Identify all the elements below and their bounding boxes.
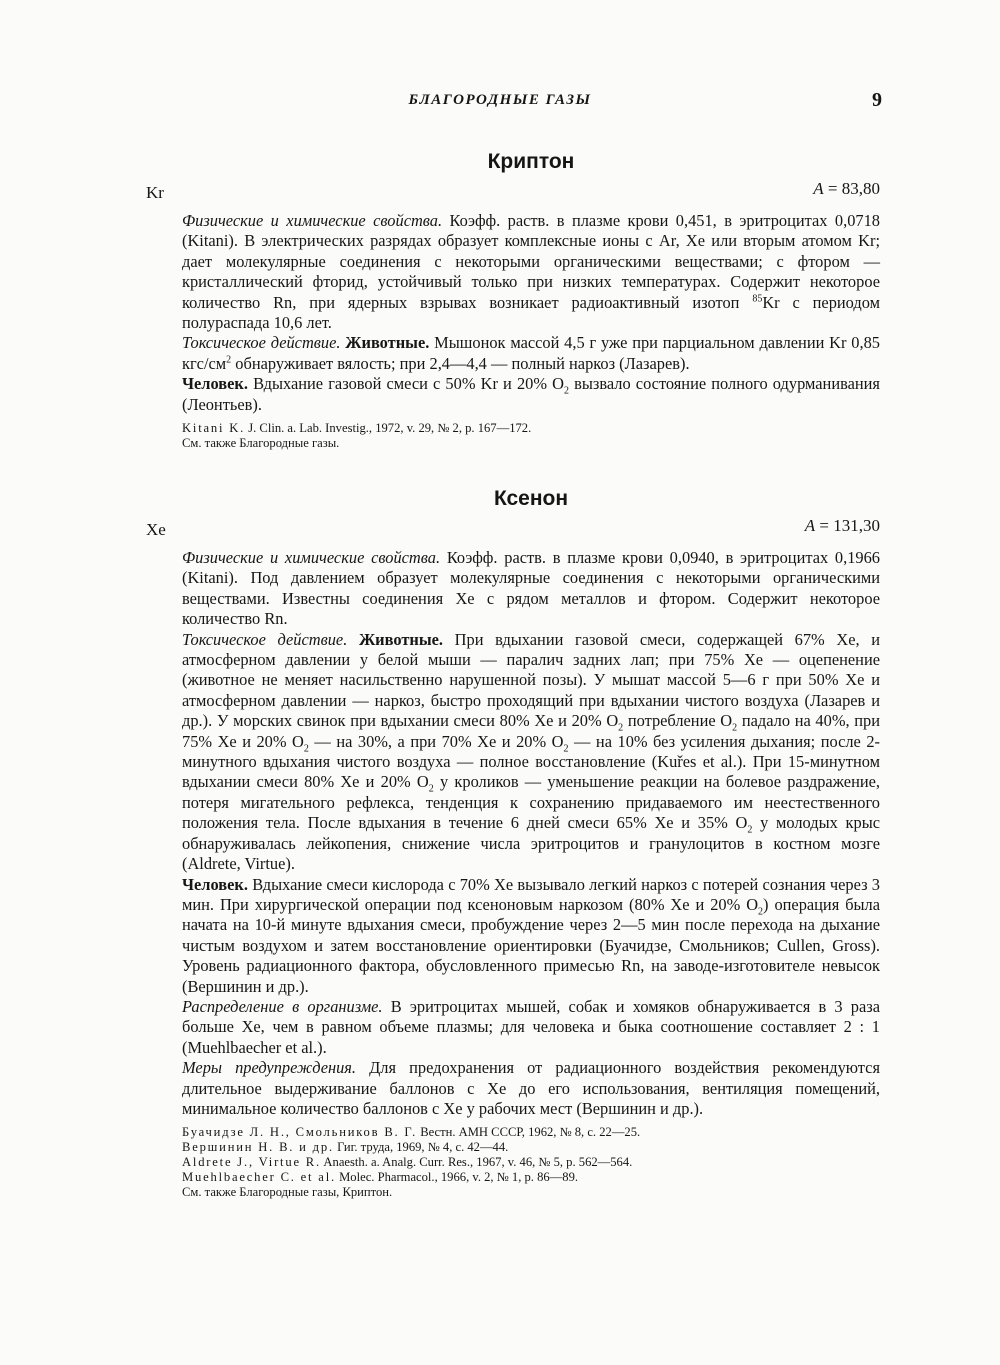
subject-label: Человек.	[182, 374, 248, 394]
reference-item: Aldrete J., Virtue R. Anaesth. a. Analg. Curr. Res., 1967, v. 46, № 5, p. 562—564.	[182, 1155, 633, 1170]
subject-label: Животные.	[358, 629, 444, 649]
paragraph-distribution: Распределение в организме. В эритроцитах мышей, собак и хомяков обнаруживается в 3 раза больше Xe, чем в равном объеме плазмы; для человека и быка соотношение составляет 2 : 1 (Muehlbaecher et al.).	[182, 996, 880, 1057]
paragraph-toxic: Токсическое действие. Животные. Мышонок массой 4,5 г уже при парциальном давлении Kr 0,85 кгс/$см^2$ обнаруживает вялость; при 2,4—4,4 — полный наркоз (Лазарев).	[182, 333, 880, 373]
element-symbol: Xe	[146, 520, 166, 539]
section-title-krypton: Криптон	[487, 150, 575, 173]
see-also: См. также Благородные газы, Криптон.	[182, 1185, 393, 1200]
references	[182, 1125, 880, 1200]
atomic-mass-label: A	[813, 179, 824, 198]
section-title-xenon: Ксенон	[493, 487, 569, 510]
reference-item: Вершинин Н. В. и др. Гиг. труда, 1969, № 4, с. 42—44.	[182, 1140, 509, 1155]
subject-label: Человек.	[182, 874, 248, 894]
paragraph-human: Человек. Вдыхание газовой смеси с 50% Kr и 20% $O_2$ вызвало состояние полного одурманивания (Леонтьев).	[182, 374, 880, 414]
subject-label: Животные.	[345, 333, 430, 353]
atomic-mass	[805, 516, 880, 536]
see-also: См. также Благородные газы.	[182, 436, 340, 451]
section-xenon	[146, 487, 880, 1200]
reference-item: Muehlbaecher C. et al. Molec. Pharmacol., 1966, v. 2, № 1, p. 86—89.	[182, 1170, 579, 1185]
references	[182, 421, 880, 451]
page-number: 9	[872, 89, 882, 111]
running-header	[0, 89, 1000, 116]
element-header-krypton	[146, 179, 880, 203]
atomic-mass-value: = 83,80	[827, 179, 880, 198]
atomic-mass	[813, 179, 880, 199]
paragraph-heading: Меры предупреждения.	[182, 1058, 357, 1078]
paragraph-heading: Токсическое действие.	[182, 629, 348, 649]
reference-item: Буачидзе Л. Н., Смольников В. Г. Вестн. АМН СССР, 1962, № 8, с. 22—25.	[182, 1125, 641, 1140]
section-krypton	[146, 150, 880, 451]
paragraph-heading: Физические и химические свойства.	[182, 211, 443, 230]
element-symbol: Kr	[146, 183, 164, 202]
atomic-mass-label: A	[804, 516, 816, 535]
atomic-mass-value: = 131,30	[819, 516, 880, 535]
paragraph-human: Человек. Вдыхание смеси кислорода с 70% Xe вызывало легкий наркоз с потерей сознания через 3 мин. При хирургической операции под ксеноновым наркозом (80% Xe и 20% $O_2$) операция была начата на 10-й минуте вдыхания смеси, пробуждение через 2—5 мин после перехода на дыхание чистым воздухом и затем восстановление ориентировки (Буачидзе, Смольников; Cullen, Gross). Уровень радиационного фактора, обусловленного примесью Rn, на заводе-изготовителе невысок (Вершинин и др.).	[182, 874, 880, 996]
paragraph-toxic: Токсическое действие. Животные. При вдыхании газовой смеси, содержащей 67% Xe, и атмосферном давлении у белой мыши — паралич задних лап; при 75% Xe — оцепенение (животное не меняет насильственно нарушенной позы). У мышат массой 5—6 г при 50% Xe и атмосферном давлении — наркоз, быстро проходящий при вдыхании чистого воздуха (Лазарев и др.). У морских свинок при вдыхании смеси 80% Xe и 20% $O_2$ потребление $O_2$ падало на 40%, при 75% Xe и 20% $O_2$ — на 30%, а при 70% Xe и 20% $O_2$ — на 10% без усиления дыхания; после 2-минутного вдыхания чистого воздуха — полное восстановление (Kuřes et al.). При 15-минутном вдыхании смеси 80% Xe и 20% $O_2$ у кроликов — уменьшение реакции на болевое раздражение, потеря мигательного рефлекса, тенденция к сохранению придаваемого им неестественного положения тела. После вдыхания в течение 6 дней смеси 65% Xe и 35% $O_2$ у молодых крыс обнаруживалась лейкопения, снижение числа эритроцитов и гранулоцитов в костном мозге (Aldrete, Virtue).	[182, 629, 880, 874]
paragraph-properties: Физические и химические свойства. Коэфф. раств. в плазме крови 0,0940, в эритроцитах 0,1966 (Kitani). Под давлением образует молекулярные соединения с некоторыми органическими веществами. Известны соединения Xe с рядом металлов и фтором. Содержит некоторое количество Rn.	[182, 548, 880, 629]
paragraph-heading: Физические и химические свойства.	[182, 548, 441, 567]
element-header-xenon	[146, 516, 880, 540]
paragraph-heading: Токсическое действие.	[182, 333, 341, 353]
paragraph-precautions: Меры предупреждения. Для предохранения от радиационного воздействия рекомендуются длительное выдерживание баллонов с Xe до его использования, вентиляция помещений, минимальное количество баллонов с Xe у рабочих мест (Вершинин и др.).	[182, 1058, 880, 1118]
paragraph-properties: Физические и химические свойства. Коэфф. раств. в плазме крови 0,451, в эритроцитах 0,0718 (Kitani). В электрических разрядах образует комплексные ионы с Ar, Xe или вторым атомом Kr; дает молекулярные соединения с некоторыми органическими веществами; с фтором — кристаллический фторид, устойчивый только при низких температурах. Содержит некоторое количество Rn, при ядерных взрывах возникает радиоактивный изотоп $^{85}$Kr с периодом полураспада 10,6 лет.	[182, 211, 880, 333]
reference-item: Kitani K. J. Clin. a. Lab. Investig., 1972, v. 29, № 2, p. 167—172.	[182, 421, 532, 436]
paragraph-heading: Распределение в организме.	[182, 996, 383, 1016]
running-title: БЛАГОРОДНЫЕ ГАЗЫ	[408, 92, 592, 108]
